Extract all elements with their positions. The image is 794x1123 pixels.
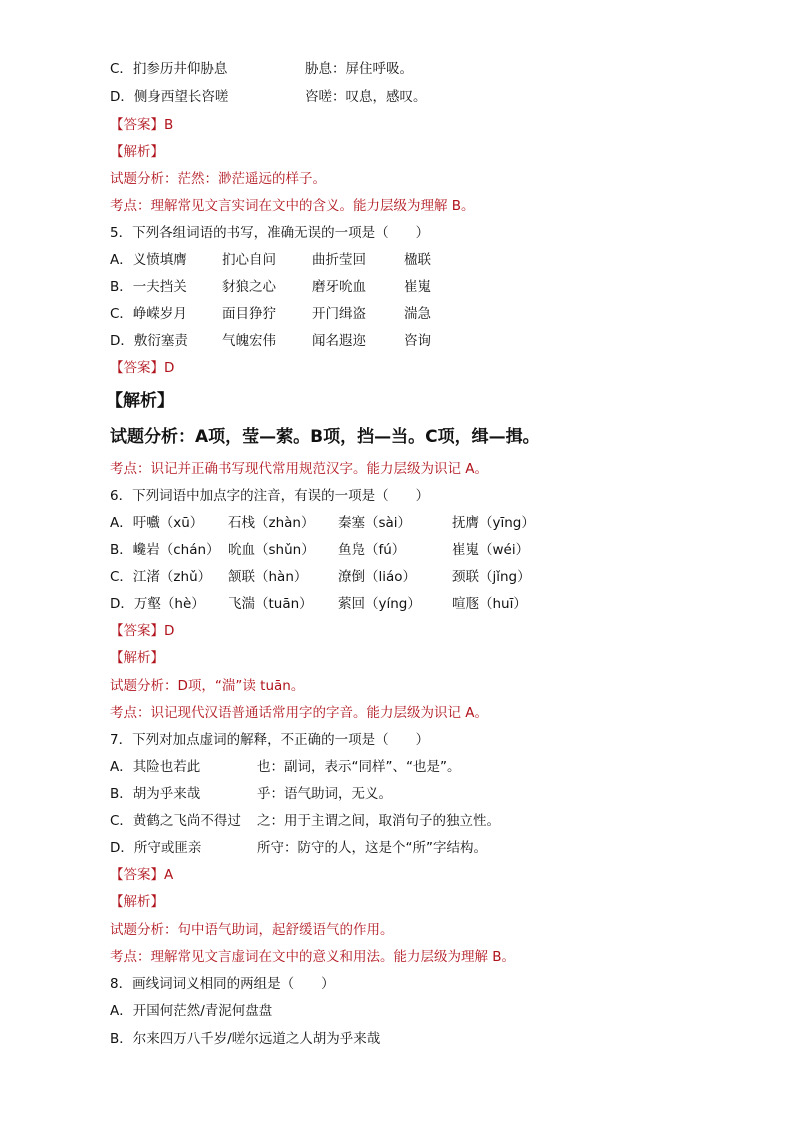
q6-d-4: 喧豗（huī） [452, 596, 527, 612]
q5-analysis-label: 【解析】 [106, 391, 174, 411]
q7-d-note: 所守：防守的人，这是个“所”字结构。 [257, 840, 487, 856]
q7-row-d [110, 839, 487, 857]
q5-c-4: 湍急 [404, 306, 431, 322]
q6-d-2: 飞湍（tuān） [228, 596, 313, 612]
q5-c-3: 开门缉盗 [312, 306, 366, 322]
q7-analysis-label: 【解析】 [110, 894, 164, 910]
q5-d-1: D．敷衍塞责 [110, 333, 188, 349]
q5-a-1: A．义愤填膺 [110, 252, 187, 268]
q6-row-a [110, 514, 535, 532]
q7-row-a [110, 758, 461, 776]
option-c-note: 胁息：屏住呼吸。 [305, 61, 413, 77]
analysis-label-block1: 【解析】 [110, 144, 164, 160]
q7-row-c [110, 812, 500, 830]
q5-a-3: 曲折莹回 [312, 252, 366, 268]
q8-option-b: B．尔来四万八千岁/嗟尔远道之人胡为乎来哉 [110, 1031, 381, 1047]
q5-answer: 【答案】D [110, 360, 175, 376]
q5-b-3: 磨牙吮血 [312, 279, 366, 295]
q6-c-2: 颔联（hàn） [228, 569, 308, 585]
q7-c-text: C．黄鹤之飞尚不得过 [110, 813, 241, 829]
q7-a-note: 也：副词，表示“同样”、“也是”。 [257, 759, 461, 775]
q5-analysis: 试题分析：A项，莹—萦。B项，挡—当。C项，缉—揖。 [110, 427, 540, 447]
q5-stem: 5．下列各组词语的书写，准确无误的一项是（ ） [110, 225, 430, 241]
option-d-note: 咨嗟：叹息，感叹。 [305, 89, 427, 105]
q6-a-4: 抚膺（yīng） [452, 515, 535, 531]
q7-row-b [110, 785, 392, 803]
q5-b-4: 崔嵬 [404, 279, 431, 295]
q6-b-3: 鱼凫（fú） [338, 542, 406, 558]
q6-analysis: 试题分析：D项，“湍”读 tuān。 [110, 678, 305, 694]
q8-stem: 8．画线词词义相同的两组是（ ） [110, 976, 335, 992]
option-c-text: C．扪参历井仰胁息 [110, 61, 228, 77]
option-c [110, 60, 413, 78]
q7-a-text: A．其险也若此 [110, 759, 201, 775]
q8-option-a: A．开国何茫然/青泥何盘盘 [110, 1003, 273, 1019]
q5-d-2: 气魄宏伟 [222, 333, 276, 349]
q6-row-c [110, 568, 531, 586]
q6-d-1: D．万壑（hè） [110, 596, 205, 612]
q6-b-1: B．巉岩（chán） [110, 542, 220, 558]
q6-c-3: 潦倒（liáo） [338, 569, 417, 585]
q7-b-text: B．胡为乎来哉 [110, 786, 201, 802]
q6-row-b [110, 541, 529, 559]
q7-kaodian: 考点：理解常见文言虚词在文中的意义和用法。能力层级为理解 B。 [110, 949, 516, 965]
q7-b-note: 乎：语气助词，无义。 [257, 786, 392, 802]
q7-analysis: 试题分析：句中语气助词，起舒缓语气的作用。 [110, 922, 394, 938]
answer-block1: 【答案】B [110, 117, 174, 133]
q5-b-1: B．一夫挡关 [110, 279, 187, 295]
q6-stem: 6．下列词语中加点字的注音，有误的一项是（ ） [110, 488, 430, 504]
q5-c-2: 面目狰狞 [222, 306, 276, 322]
q5-d-4: 咨询 [404, 333, 431, 349]
option-d-text: D．侧身西望长咨嗟 [110, 89, 229, 105]
q7-stem: 7．下列对加点虚词的解释，不正确的一项是（ ） [110, 732, 430, 748]
q6-row-d [110, 595, 527, 613]
q7-c-note: 之：用于主谓之间，取消句子的独立性。 [257, 813, 500, 829]
q5-d-3: 闻名遐迩 [312, 333, 366, 349]
q6-b-2: 吮血（shǔn） [228, 542, 315, 558]
q6-a-3: 秦塞（sài） [338, 515, 412, 531]
q5-row-c [110, 305, 431, 323]
q5-a-2: 扪心自问 [222, 252, 276, 268]
q6-answer: 【答案】D [110, 623, 175, 639]
option-d [110, 88, 427, 106]
q6-kaodian: 考点：识记现代汉语普通话常用字的字音。能力层级为识记 A。 [110, 705, 489, 721]
q6-d-3: 萦回（yíng） [338, 596, 421, 612]
q5-row-b [110, 278, 431, 296]
q6-c-1: C．江渚（zhǔ） [110, 569, 212, 585]
q6-a-1: A．吁嚱（xū） [110, 515, 204, 531]
analysis-block1: 试题分析：茫然：渺茫遥远的样子。 [110, 171, 326, 187]
q5-a-4: 楹联 [404, 252, 431, 268]
q5-row-a [110, 251, 431, 269]
q5-b-2: 豺狼之心 [222, 279, 276, 295]
q6-b-4: 崔嵬（wéi） [452, 542, 530, 558]
q5-row-d [110, 332, 431, 350]
kaodian-block1: 考点：理解常见文言实词在文中的含义。能力层级为理解 B。 [110, 198, 475, 214]
q6-analysis-label: 【解析】 [110, 650, 164, 666]
q7-answer: 【答案】A [110, 867, 174, 883]
q7-d-text: D．所守或匪亲 [110, 840, 202, 856]
q5-kaodian: 考点：识记并正确书写现代常用规范汉字。能力层级为识记 A。 [110, 461, 489, 477]
q5-c-1: C．峥嵘岁月 [110, 306, 187, 322]
q6-a-2: 石栈（zhàn） [228, 515, 315, 531]
q6-c-4: 颈联（jǐng） [452, 569, 531, 585]
